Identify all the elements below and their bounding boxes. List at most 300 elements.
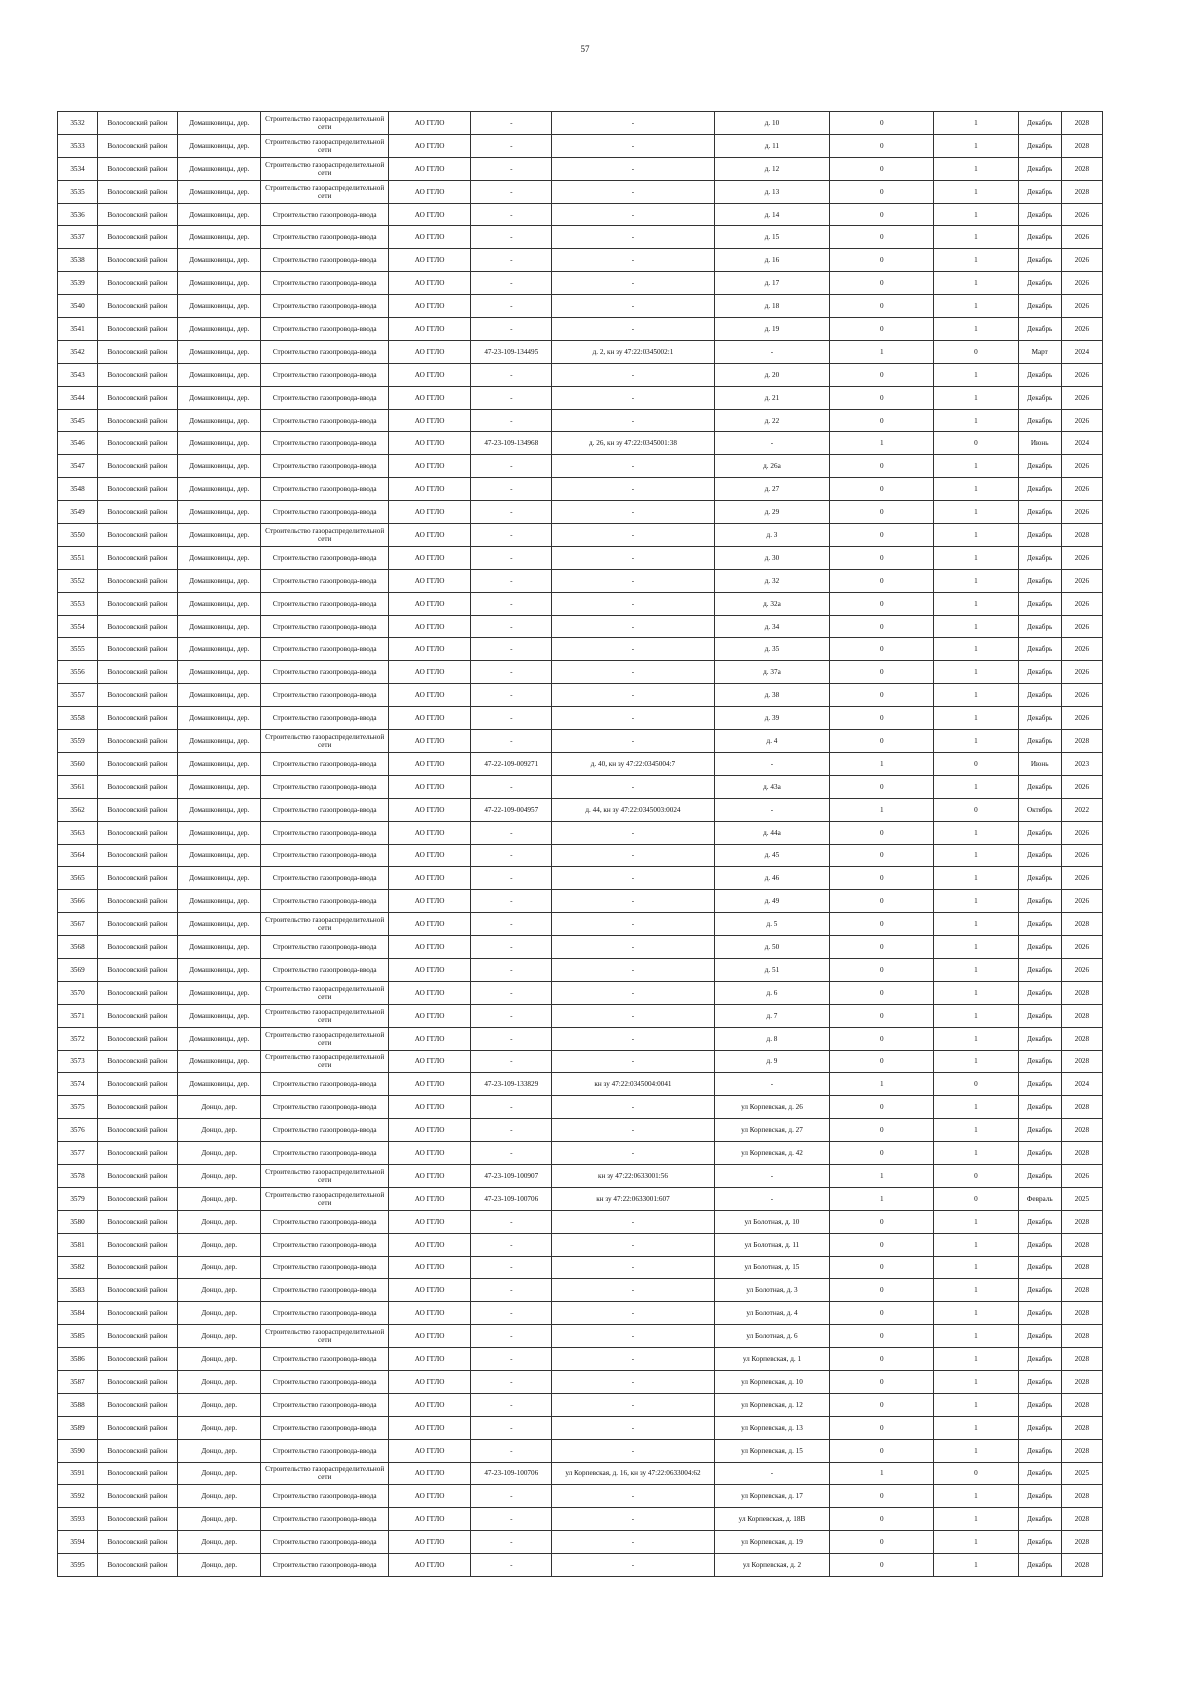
- permit-number-cell: -: [471, 112, 552, 135]
- cadastral-cell: -: [552, 981, 714, 1004]
- table-row: [58, 1485, 1103, 1508]
- table-row: [58, 249, 1103, 272]
- permit-number-cell: -: [471, 455, 552, 478]
- operator-cell: АО ГГЛО: [389, 958, 471, 981]
- month-cell: Декабрь: [1018, 180, 1061, 203]
- table-row: [58, 821, 1103, 844]
- region-cell: Волосовский район: [98, 1119, 178, 1142]
- region-cell: Волосовский район: [98, 913, 178, 936]
- address-cell: ул Корпевская, д. 12: [714, 1393, 830, 1416]
- year-cell: 2026: [1061, 1164, 1102, 1187]
- cadastral-cell: -: [552, 1256, 714, 1279]
- work-type-cell: Строительство газопровода-ввода: [261, 1233, 389, 1256]
- count-a-cell: 1: [830, 798, 934, 821]
- locality-cell: Донцо, дер.: [178, 1485, 261, 1508]
- year-cell: 2028: [1061, 134, 1102, 157]
- permit-number-cell: -: [471, 249, 552, 272]
- locality-cell: Домашковицы, дер.: [178, 180, 261, 203]
- row-number-cell: 3576: [58, 1119, 98, 1142]
- address-cell: д. 50: [714, 936, 830, 959]
- cadastral-cell: -: [552, 844, 714, 867]
- table-row: [58, 1027, 1103, 1050]
- operator-cell: АО ГГЛО: [389, 1050, 471, 1073]
- permit-number-cell: -: [471, 936, 552, 959]
- locality-cell: Домашковицы, дер.: [178, 226, 261, 249]
- row-number-cell: 3577: [58, 1142, 98, 1165]
- address-cell: -: [714, 432, 830, 455]
- permit-number-cell: -: [471, 157, 552, 180]
- row-number-cell: 3565: [58, 867, 98, 890]
- permit-number-cell: 47-23-109-134495: [471, 340, 552, 363]
- operator-cell: АО ГГЛО: [389, 295, 471, 318]
- region-cell: Волосовский район: [98, 1096, 178, 1119]
- year-cell: 2028: [1061, 1325, 1102, 1348]
- month-cell: Декабрь: [1018, 844, 1061, 867]
- month-cell: Декабрь: [1018, 1302, 1061, 1325]
- permit-number-cell: -: [471, 1416, 552, 1439]
- work-type-cell: Строительство газопровода-ввода: [261, 775, 389, 798]
- month-cell: Декабрь: [1018, 386, 1061, 409]
- work-type-cell: Строительство газопровода-ввода: [261, 1370, 389, 1393]
- cadastral-cell: -: [552, 730, 714, 753]
- cadastral-cell: -: [552, 867, 714, 890]
- region-cell: Волосовский район: [98, 134, 178, 157]
- table-row: [58, 501, 1103, 524]
- year-cell: 2028: [1061, 1004, 1102, 1027]
- operator-cell: АО ГГЛО: [389, 272, 471, 295]
- month-cell: Декабрь: [1018, 638, 1061, 661]
- count-b-cell: 1: [934, 112, 1018, 135]
- cadastral-cell: -: [552, 890, 714, 913]
- count-b-cell: 1: [934, 958, 1018, 981]
- permit-number-cell: -: [471, 524, 552, 547]
- year-cell: 2026: [1061, 775, 1102, 798]
- count-b-cell: 1: [934, 1050, 1018, 1073]
- work-type-cell: Строительство газопровода-ввода: [261, 1279, 389, 1302]
- table-row: [58, 363, 1103, 386]
- region-cell: Волосовский район: [98, 821, 178, 844]
- operator-cell: АО ГГЛО: [389, 936, 471, 959]
- work-type-cell: Строительство газораспределительной сети: [261, 1004, 389, 1027]
- work-type-cell: Строительство газораспределительной сети: [261, 1164, 389, 1187]
- operator-cell: АО ГГЛО: [389, 1027, 471, 1050]
- table-row: [58, 1210, 1103, 1233]
- region-cell: Волосовский район: [98, 867, 178, 890]
- count-b-cell: 1: [934, 569, 1018, 592]
- work-type-cell: Строительство газораспределительной сети: [261, 1187, 389, 1210]
- address-cell: ул Болотная, д. 6: [714, 1325, 830, 1348]
- year-cell: 2028: [1061, 1370, 1102, 1393]
- address-cell: ул Корпевская, д. 42: [714, 1142, 830, 1165]
- table-row: [58, 386, 1103, 409]
- table-row: [58, 1416, 1103, 1439]
- region-cell: Волосовский район: [98, 981, 178, 1004]
- operator-cell: АО ГГЛО: [389, 318, 471, 341]
- work-type-cell: Строительство газопровода-ввода: [261, 1096, 389, 1119]
- count-a-cell: 1: [830, 432, 934, 455]
- address-cell: д. 5: [714, 913, 830, 936]
- work-type-cell: Строительство газопровода-ввода: [261, 478, 389, 501]
- count-a-cell: 0: [830, 1348, 934, 1371]
- month-cell: Декабрь: [1018, 1485, 1061, 1508]
- row-number-cell: 3569: [58, 958, 98, 981]
- table-row: [58, 1233, 1103, 1256]
- work-type-cell: Строительство газопровода-ввода: [261, 1416, 389, 1439]
- count-a-cell: 0: [830, 775, 934, 798]
- count-b-cell: 1: [934, 684, 1018, 707]
- month-cell: Декабрь: [1018, 661, 1061, 684]
- count-a-cell: 0: [830, 386, 934, 409]
- row-number-cell: 3537: [58, 226, 98, 249]
- operator-cell: АО ГГЛО: [389, 501, 471, 524]
- region-cell: Волосовский район: [98, 318, 178, 341]
- work-type-cell: Строительство газопровода-ввода: [261, 386, 389, 409]
- region-cell: Волосовский район: [98, 1279, 178, 1302]
- locality-cell: Домашковицы, дер.: [178, 295, 261, 318]
- cadastral-cell: -: [552, 1416, 714, 1439]
- operator-cell: АО ГГЛО: [389, 1073, 471, 1096]
- table-row: [58, 1348, 1103, 1371]
- year-cell: 2028: [1061, 1508, 1102, 1531]
- count-b-cell: 1: [934, 409, 1018, 432]
- year-cell: 2023: [1061, 752, 1102, 775]
- month-cell: Декабрь: [1018, 1554, 1061, 1577]
- region-cell: Волосовский район: [98, 1050, 178, 1073]
- permit-number-cell: -: [471, 1279, 552, 1302]
- address-cell: ул Корпевская, д. 15: [714, 1439, 830, 1462]
- month-cell: Февраль: [1018, 1187, 1061, 1210]
- count-a-cell: 0: [830, 524, 934, 547]
- month-cell: Декабрь: [1018, 1439, 1061, 1462]
- count-b-cell: 1: [934, 295, 1018, 318]
- count-b-cell: 1: [934, 844, 1018, 867]
- locality-cell: Донцо, дер.: [178, 1554, 261, 1577]
- work-type-cell: Строительство газопровода-ввода: [261, 890, 389, 913]
- permit-number-cell: -: [471, 134, 552, 157]
- work-type-cell: Строительство газопровода-ввода: [261, 363, 389, 386]
- cadastral-cell: -: [552, 1119, 714, 1142]
- count-a-cell: 0: [830, 1027, 934, 1050]
- table-row: [58, 958, 1103, 981]
- permit-number-cell: -: [471, 295, 552, 318]
- table-row: [58, 684, 1103, 707]
- count-a-cell: 0: [830, 272, 934, 295]
- count-a-cell: 0: [830, 112, 934, 135]
- region-cell: Волосовский район: [98, 180, 178, 203]
- cadastral-cell: -: [552, 661, 714, 684]
- row-number-cell: 3556: [58, 661, 98, 684]
- cadastral-cell: д. 44, кн зу 47:22:0345003:0024: [552, 798, 714, 821]
- count-b-cell: 1: [934, 638, 1018, 661]
- operator-cell: АО ГГЛО: [389, 1233, 471, 1256]
- region-cell: Волосовский район: [98, 455, 178, 478]
- cadastral-cell: -: [552, 936, 714, 959]
- region-cell: Волосовский район: [98, 798, 178, 821]
- count-b-cell: 1: [934, 1370, 1018, 1393]
- locality-cell: Донцо, дер.: [178, 1210, 261, 1233]
- cadastral-cell: кн зу 47:22:0633001:56: [552, 1164, 714, 1187]
- table-row: [58, 157, 1103, 180]
- count-b-cell: 1: [934, 661, 1018, 684]
- locality-cell: Домашковицы, дер.: [178, 478, 261, 501]
- address-cell: д. 34: [714, 615, 830, 638]
- count-a-cell: 1: [830, 1073, 934, 1096]
- year-cell: 2024: [1061, 340, 1102, 363]
- permit-number-cell: -: [471, 1142, 552, 1165]
- count-b-cell: 1: [934, 1393, 1018, 1416]
- month-cell: Декабрь: [1018, 1027, 1061, 1050]
- month-cell: Декабрь: [1018, 295, 1061, 318]
- month-cell: Декабрь: [1018, 455, 1061, 478]
- operator-cell: АО ГГЛО: [389, 1393, 471, 1416]
- count-b-cell: 0: [934, 1187, 1018, 1210]
- count-a-cell: 0: [830, 592, 934, 615]
- work-type-cell: Строительство газопровода-ввода: [261, 1393, 389, 1416]
- work-type-cell: Строительство газораспределительной сети: [261, 981, 389, 1004]
- operator-cell: АО ГГЛО: [389, 1508, 471, 1531]
- row-number-cell: 3535: [58, 180, 98, 203]
- permit-number-cell: -: [471, 844, 552, 867]
- locality-cell: Домашковицы, дер.: [178, 249, 261, 272]
- count-a-cell: 0: [830, 157, 934, 180]
- cadastral-cell: -: [552, 913, 714, 936]
- table-row: [58, 569, 1103, 592]
- cadastral-cell: -: [552, 501, 714, 524]
- count-a-cell: 0: [830, 546, 934, 569]
- year-cell: 2026: [1061, 821, 1102, 844]
- count-b-cell: 0: [934, 432, 1018, 455]
- locality-cell: Домашковицы, дер.: [178, 615, 261, 638]
- year-cell: 2026: [1061, 295, 1102, 318]
- locality-cell: Домашковицы, дер.: [178, 524, 261, 547]
- table-row: [58, 730, 1103, 753]
- month-cell: Декабрь: [1018, 1531, 1061, 1554]
- work-type-cell: Строительство газопровода-ввода: [261, 409, 389, 432]
- cadastral-cell: д. 2, кн зу 47:22:0345002:1: [552, 340, 714, 363]
- operator-cell: АО ГГЛО: [389, 638, 471, 661]
- table-row: [58, 546, 1103, 569]
- address-cell: -: [714, 1164, 830, 1187]
- count-b-cell: 1: [934, 981, 1018, 1004]
- work-type-cell: Строительство газораспределительной сети: [261, 1462, 389, 1485]
- locality-cell: Домашковицы, дер.: [178, 569, 261, 592]
- month-cell: Декабрь: [1018, 1096, 1061, 1119]
- count-b-cell: 1: [934, 1348, 1018, 1371]
- count-a-cell: 0: [830, 249, 934, 272]
- address-cell: ул Болотная, д. 3: [714, 1279, 830, 1302]
- month-cell: Декабрь: [1018, 1233, 1061, 1256]
- year-cell: 2026: [1061, 249, 1102, 272]
- region-cell: Волосовский район: [98, 1462, 178, 1485]
- address-cell: д. 32: [714, 569, 830, 592]
- address-cell: д. 14: [714, 203, 830, 226]
- month-cell: Декабрь: [1018, 501, 1061, 524]
- permit-number-cell: -: [471, 478, 552, 501]
- count-a-cell: 0: [830, 1119, 934, 1142]
- cadastral-cell: д. 26, кн зу 47:22:0345001:38: [552, 432, 714, 455]
- address-cell: д. 39: [714, 707, 830, 730]
- address-cell: д. 30: [714, 546, 830, 569]
- permit-number-cell: -: [471, 1050, 552, 1073]
- count-a-cell: 1: [830, 752, 934, 775]
- count-a-cell: 0: [830, 684, 934, 707]
- count-a-cell: 0: [830, 180, 934, 203]
- address-cell: д. 13: [714, 180, 830, 203]
- locality-cell: Домашковицы, дер.: [178, 707, 261, 730]
- permit-number-cell: -: [471, 1370, 552, 1393]
- operator-cell: АО ГГЛО: [389, 821, 471, 844]
- count-b-cell: 1: [934, 1004, 1018, 1027]
- permit-number-cell: -: [471, 363, 552, 386]
- permit-number-cell: -: [471, 409, 552, 432]
- work-type-cell: Строительство газораспределительной сети: [261, 134, 389, 157]
- address-cell: ул Корпевская, д. 2: [714, 1554, 830, 1577]
- count-b-cell: 1: [934, 226, 1018, 249]
- address-cell: д. 8: [714, 1027, 830, 1050]
- count-a-cell: 0: [830, 1393, 934, 1416]
- table-row: [58, 592, 1103, 615]
- table-row: [58, 1050, 1103, 1073]
- year-cell: 2026: [1061, 363, 1102, 386]
- month-cell: Декабрь: [1018, 1004, 1061, 1027]
- work-type-cell: Строительство газопровода-ввода: [261, 615, 389, 638]
- row-number-cell: 3566: [58, 890, 98, 913]
- permit-number-cell: -: [471, 615, 552, 638]
- row-number-cell: 3562: [58, 798, 98, 821]
- year-cell: 2026: [1061, 203, 1102, 226]
- permit-number-cell: -: [471, 180, 552, 203]
- region-cell: Волосовский район: [98, 295, 178, 318]
- table-row: [58, 1142, 1103, 1165]
- count-a-cell: 0: [830, 638, 934, 661]
- month-cell: Декабрь: [1018, 249, 1061, 272]
- count-b-cell: 1: [934, 203, 1018, 226]
- year-cell: 2028: [1061, 1348, 1102, 1371]
- count-a-cell: 0: [830, 1142, 934, 1165]
- count-b-cell: 0: [934, 340, 1018, 363]
- table-row: [58, 318, 1103, 341]
- permit-number-cell: -: [471, 890, 552, 913]
- row-number-cell: 3532: [58, 112, 98, 135]
- address-cell: ул Корпевская, д. 27: [714, 1119, 830, 1142]
- month-cell: Декабрь: [1018, 1119, 1061, 1142]
- month-cell: Декабрь: [1018, 1416, 1061, 1439]
- address-cell: д. 21: [714, 386, 830, 409]
- month-cell: Декабрь: [1018, 821, 1061, 844]
- row-number-cell: 3553: [58, 592, 98, 615]
- address-cell: д. 15: [714, 226, 830, 249]
- locality-cell: Домашковицы, дер.: [178, 1050, 261, 1073]
- count-b-cell: 1: [934, 455, 1018, 478]
- row-number-cell: 3550: [58, 524, 98, 547]
- operator-cell: АО ГГЛО: [389, 180, 471, 203]
- operator-cell: АО ГГЛО: [389, 1554, 471, 1577]
- permit-number-cell: -: [471, 1233, 552, 1256]
- row-number-cell: 3588: [58, 1393, 98, 1416]
- locality-cell: Домашковицы, дер.: [178, 592, 261, 615]
- year-cell: 2026: [1061, 615, 1102, 638]
- permit-number-cell: 47-22-109-009271: [471, 752, 552, 775]
- work-type-cell: Строительство газопровода-ввода: [261, 1073, 389, 1096]
- work-type-cell: Строительство газораспределительной сети: [261, 1050, 389, 1073]
- row-number-cell: 3595: [58, 1554, 98, 1577]
- locality-cell: Донцо, дер.: [178, 1164, 261, 1187]
- work-type-cell: Строительство газопровода-ввода: [261, 1142, 389, 1165]
- permit-number-cell: -: [471, 958, 552, 981]
- month-cell: Декабрь: [1018, 112, 1061, 135]
- count-a-cell: 0: [830, 1302, 934, 1325]
- operator-cell: АО ГГЛО: [389, 913, 471, 936]
- operator-cell: АО ГГЛО: [389, 1416, 471, 1439]
- table-row: [58, 1531, 1103, 1554]
- year-cell: 2028: [1061, 1142, 1102, 1165]
- table-row: [58, 707, 1103, 730]
- count-b-cell: 1: [934, 1416, 1018, 1439]
- count-a-cell: 0: [830, 958, 934, 981]
- region-cell: Волосовский район: [98, 661, 178, 684]
- cadastral-cell: кн зу 47:22:0633001:607: [552, 1187, 714, 1210]
- count-a-cell: 0: [830, 1233, 934, 1256]
- count-b-cell: 1: [934, 1279, 1018, 1302]
- address-cell: -: [714, 1187, 830, 1210]
- operator-cell: АО ГГЛО: [389, 615, 471, 638]
- row-number-cell: 3585: [58, 1325, 98, 1348]
- month-cell: Декабрь: [1018, 684, 1061, 707]
- count-a-cell: 0: [830, 1325, 934, 1348]
- operator-cell: АО ГГЛО: [389, 363, 471, 386]
- row-number-cell: 3592: [58, 1485, 98, 1508]
- row-number-cell: 3590: [58, 1439, 98, 1462]
- table-row: [58, 798, 1103, 821]
- cadastral-cell: -: [552, 592, 714, 615]
- work-type-cell: Строительство газопровода-ввода: [261, 1439, 389, 1462]
- permit-number-cell: -: [471, 1531, 552, 1554]
- month-cell: Декабрь: [1018, 981, 1061, 1004]
- operator-cell: АО ГГЛО: [389, 546, 471, 569]
- operator-cell: АО ГГЛО: [389, 340, 471, 363]
- count-b-cell: 1: [934, 249, 1018, 272]
- permit-number-cell: -: [471, 821, 552, 844]
- row-number-cell: 3542: [58, 340, 98, 363]
- locality-cell: Донцо, дер.: [178, 1142, 261, 1165]
- count-a-cell: 0: [830, 1004, 934, 1027]
- month-cell: Декабрь: [1018, 569, 1061, 592]
- address-cell: -: [714, 340, 830, 363]
- work-type-cell: Строительство газопровода-ввода: [261, 798, 389, 821]
- operator-cell: АО ГГЛО: [389, 569, 471, 592]
- row-number-cell: 3594: [58, 1531, 98, 1554]
- region-cell: Волосовский район: [98, 958, 178, 981]
- cadastral-cell: -: [552, 318, 714, 341]
- address-cell: ул Болотная, д. 15: [714, 1256, 830, 1279]
- row-number-cell: 3571: [58, 1004, 98, 1027]
- work-type-cell: Строительство газопровода-ввода: [261, 569, 389, 592]
- locality-cell: Домашковицы, дер.: [178, 821, 261, 844]
- permit-number-cell: -: [471, 775, 552, 798]
- work-type-cell: Строительство газопровода-ввода: [261, 203, 389, 226]
- year-cell: 2028: [1061, 1416, 1102, 1439]
- region-cell: Волосовский район: [98, 524, 178, 547]
- year-cell: 2028: [1061, 1554, 1102, 1577]
- locality-cell: Донцо, дер.: [178, 1325, 261, 1348]
- address-cell: ул Корпевская, д. 17: [714, 1485, 830, 1508]
- cadastral-cell: -: [552, 455, 714, 478]
- work-type-cell: Строительство газопровода-ввода: [261, 1531, 389, 1554]
- operator-cell: АО ГГЛО: [389, 1096, 471, 1119]
- locality-cell: Домашковицы, дер.: [178, 890, 261, 913]
- year-cell: 2028: [1061, 1119, 1102, 1142]
- operator-cell: АО ГГЛО: [389, 1439, 471, 1462]
